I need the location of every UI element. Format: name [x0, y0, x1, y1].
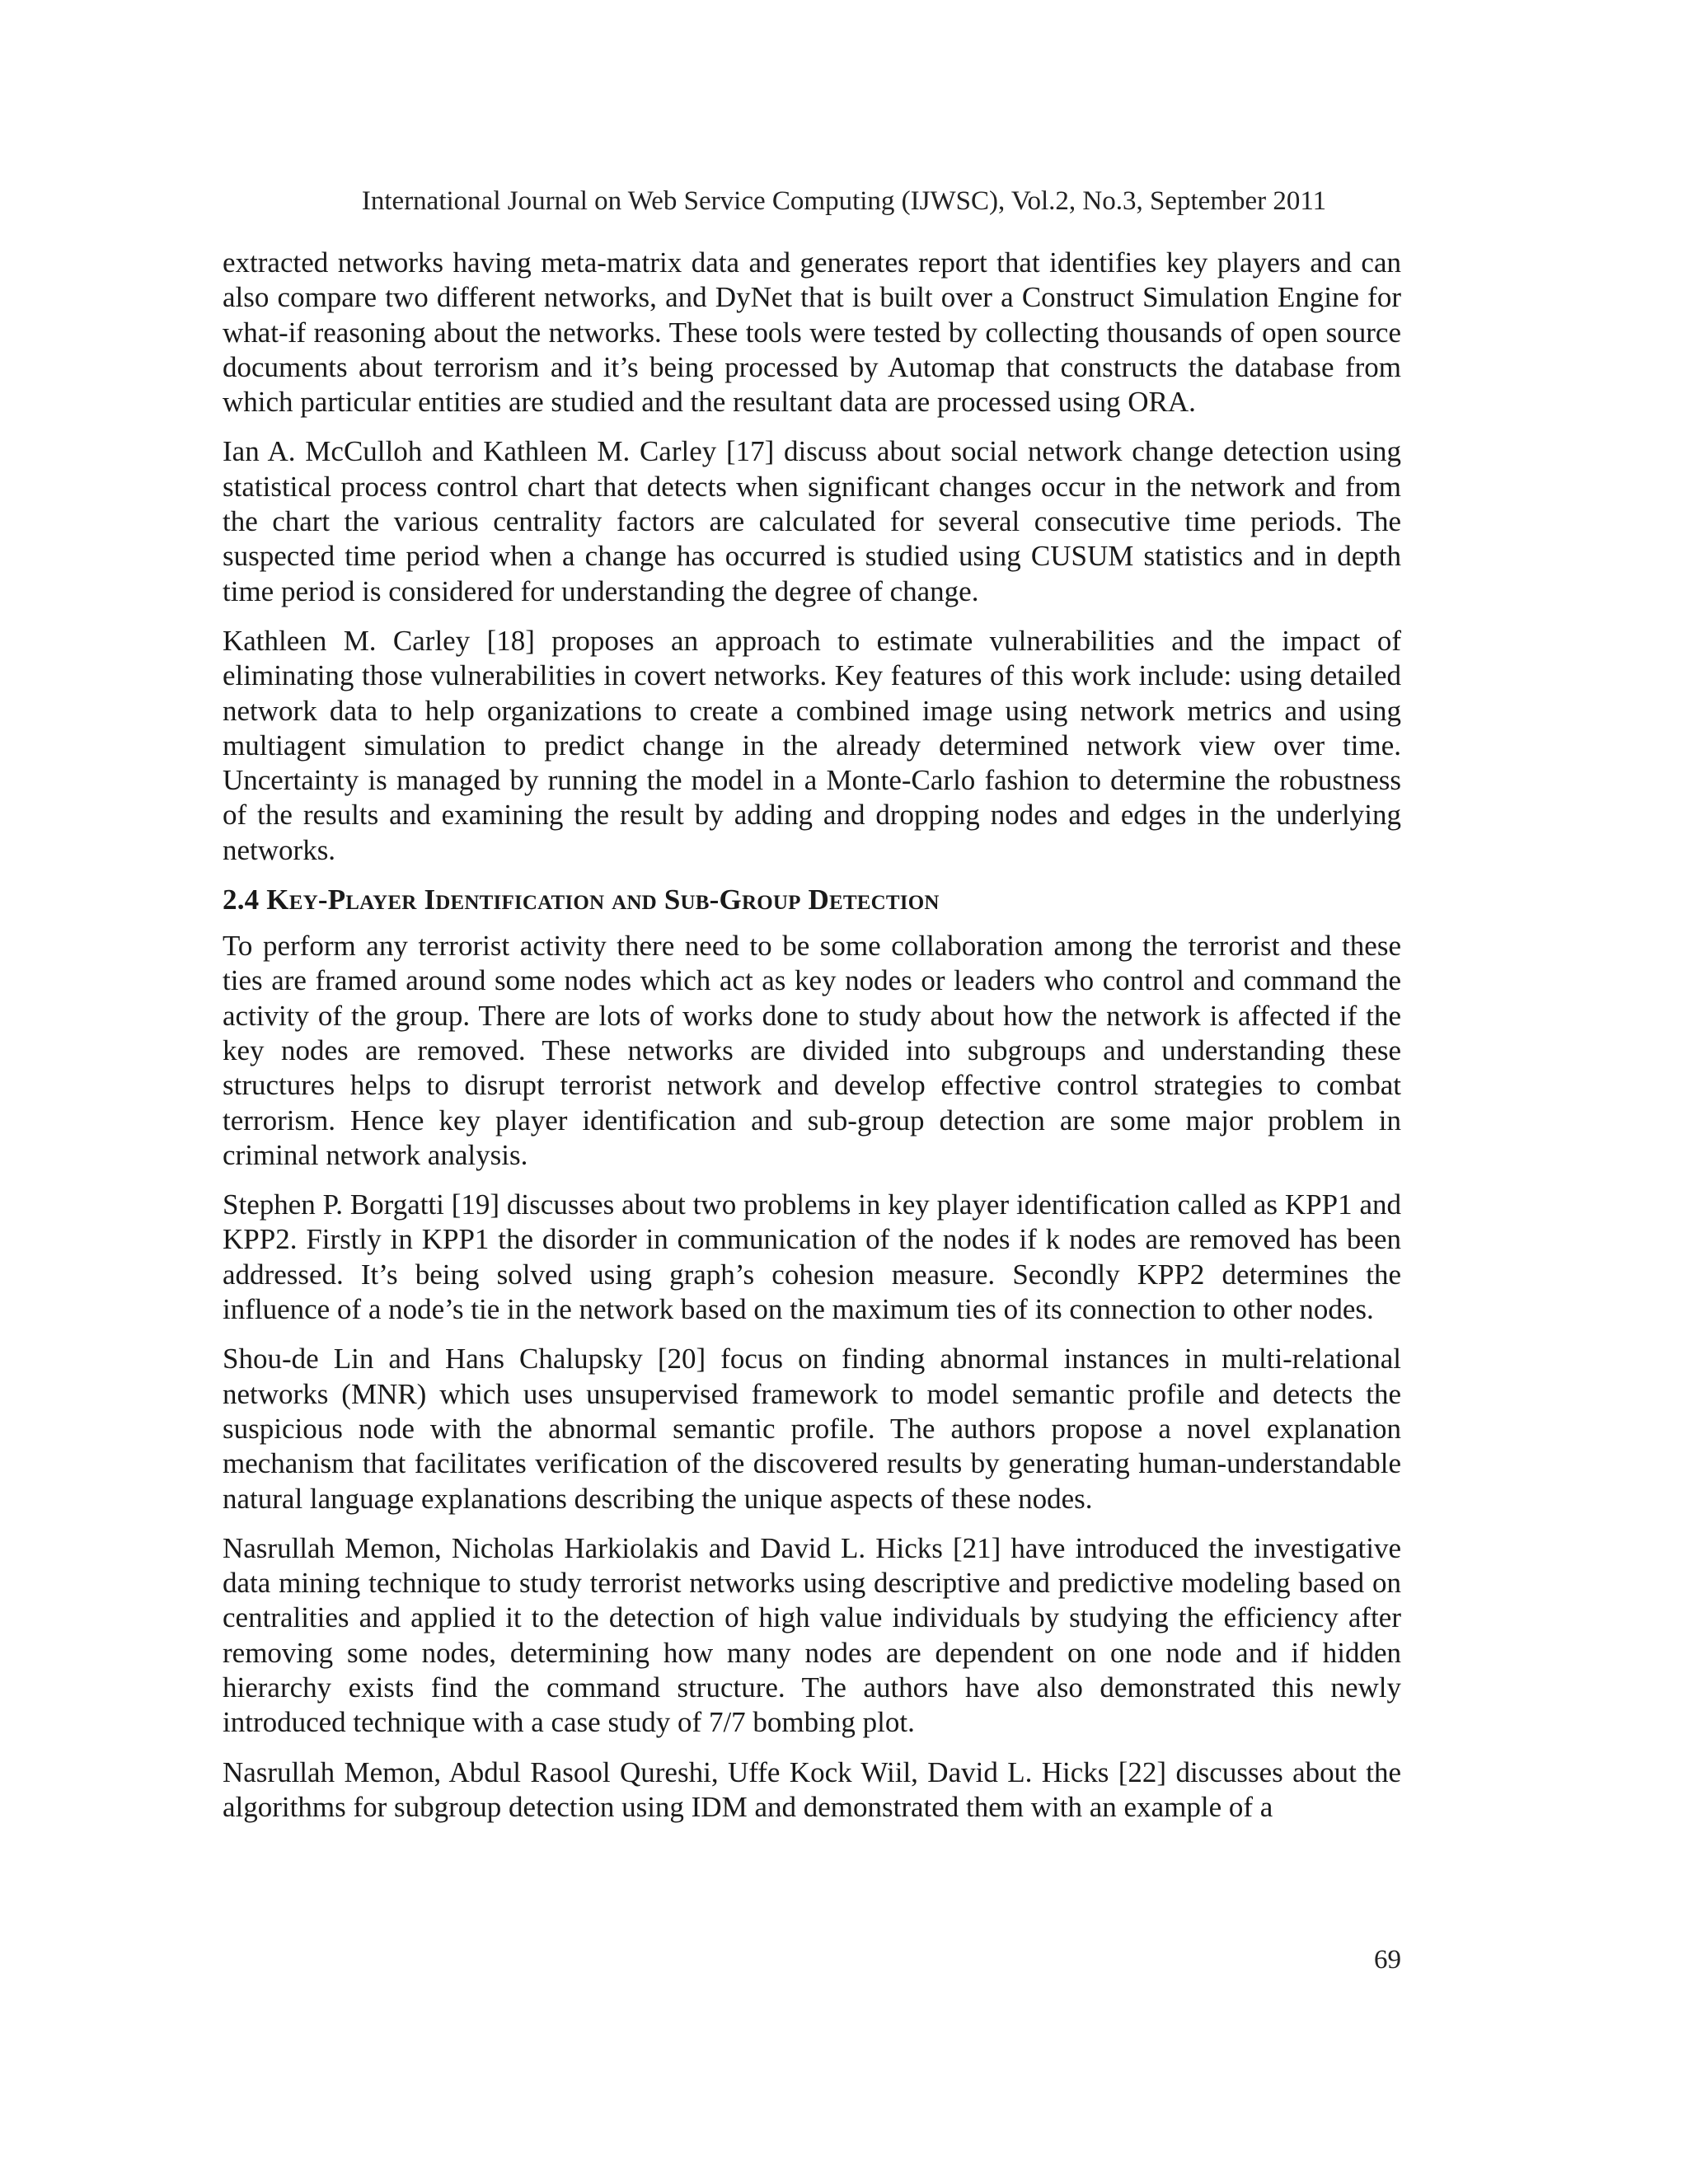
paragraph-2: Ian A. McCulloh and Kathleen M. Carley [17] discuss about social network change detection using statistical process control chart that detects when significant changes occur in the network and from the chart the various centrality factors are calculated for several consecutive time periods. The suspected time period when a change has occurred is studied using CUSUM statistics and in depth time period is considered for understanding the degree of change. — [223, 435, 1401, 607]
paragraph-1: extracted networks having meta-matrix data and generates report that identifies key players and can also compare two different networks, and DyNet that is built over a Construct Simulation Engine for what-if reasoning about the networks. These tools were tested by collecting thousands of open source documents about terrorism and it’s being processed by Automap that constructs the database from which particular entities are studied and the resultant data are processed using ORA. — [223, 246, 1401, 419]
paragraph-7: Nasrullah Memon, Nicholas Harkiolakis and David L. Hicks [21] have introduced the investigative data mining technique to study terrorist networks using descriptive and predictive modeling based on centralities and applied it to the detection of high value individuals by studying the efficiency after removing some nodes, determining how many nodes are dependent on one node and if hidden hierarchy exists find the command structure. The authors have also demonstrated this newly introduced technique with a case study of 7/7 bombing plot. — [223, 1531, 1401, 1739]
paragraph-4: To perform any terrorist activity there need to be some collaboration among the terrorist and these ties are framed around some nodes which act as key nodes or leaders who control and command the activity of the group. There are lots of works done to study about how the network is affected if the key nodes are removed. These networks are divided into subgroups and understanding these structures helps to disrupt terrorist network and develop effective control strategies to combat terrorism. Hence key player identification and sub-group detection are some major problem in criminal network analysis. — [223, 930, 1401, 1171]
running-header: International Journal on Web Service Computing (IJWSC), Vol.2, No.3, September 2011 — [361, 186, 1327, 216]
section-heading: 2.4 Key-Player Identification and Sub-Group Detection — [223, 883, 940, 916]
page-body — [223, 246, 1401, 1840]
page-number: 69 — [1374, 1945, 1401, 1975]
paragraph-6: Shou-de Lin and Hans Chalupsky [20] focus on finding abnormal instances in multi-relational networks (MNR) which uses unsupervised framework to model semantic profile and detects the suspicious node with the abnormal semantic profile. The authors propose a novel explanation mechanism that facilitates verification of the discovered results by generating human-understandable natural language explanations describing the unique aspects of these nodes. — [223, 1343, 1401, 1515]
paragraph-5: Stephen P. Borgatti [19] discusses about two problems in key player identification called as KPP1 and KPP2. Firstly in KPP1 the disorder in communication of the nodes if k nodes are removed has been addressed. It’s being solved using graph’s cohesion measure. Secondly KPP2 determines the influence of a node’s tie in the network based on the maximum ties of its connection to other nodes. — [223, 1188, 1401, 1326]
paragraph-3: Kathleen M. Carley [18] proposes an approach to estimate vulnerabilities and the impact of eliminating those vulnerabilities in covert networks. Key features of this work include: using detailed network data to help organizations to create a combined image using network metrics and using multiagent simulation to predict change in the already determined network view over time. Uncertainty is managed by running the model in a Monte-Carlo fashion to determine the robustness of the results and examining the result by adding and dropping nodes and edges in the underlying networks. — [223, 624, 1401, 866]
paragraph-8: Nasrullah Memon, Abdul Rasool Qureshi, Uffe Kock Wiil, David L. Hicks [22] discusses about the algorithms for subgroup detection using IDM and demonstrated them with an example of a — [223, 1755, 1401, 1823]
